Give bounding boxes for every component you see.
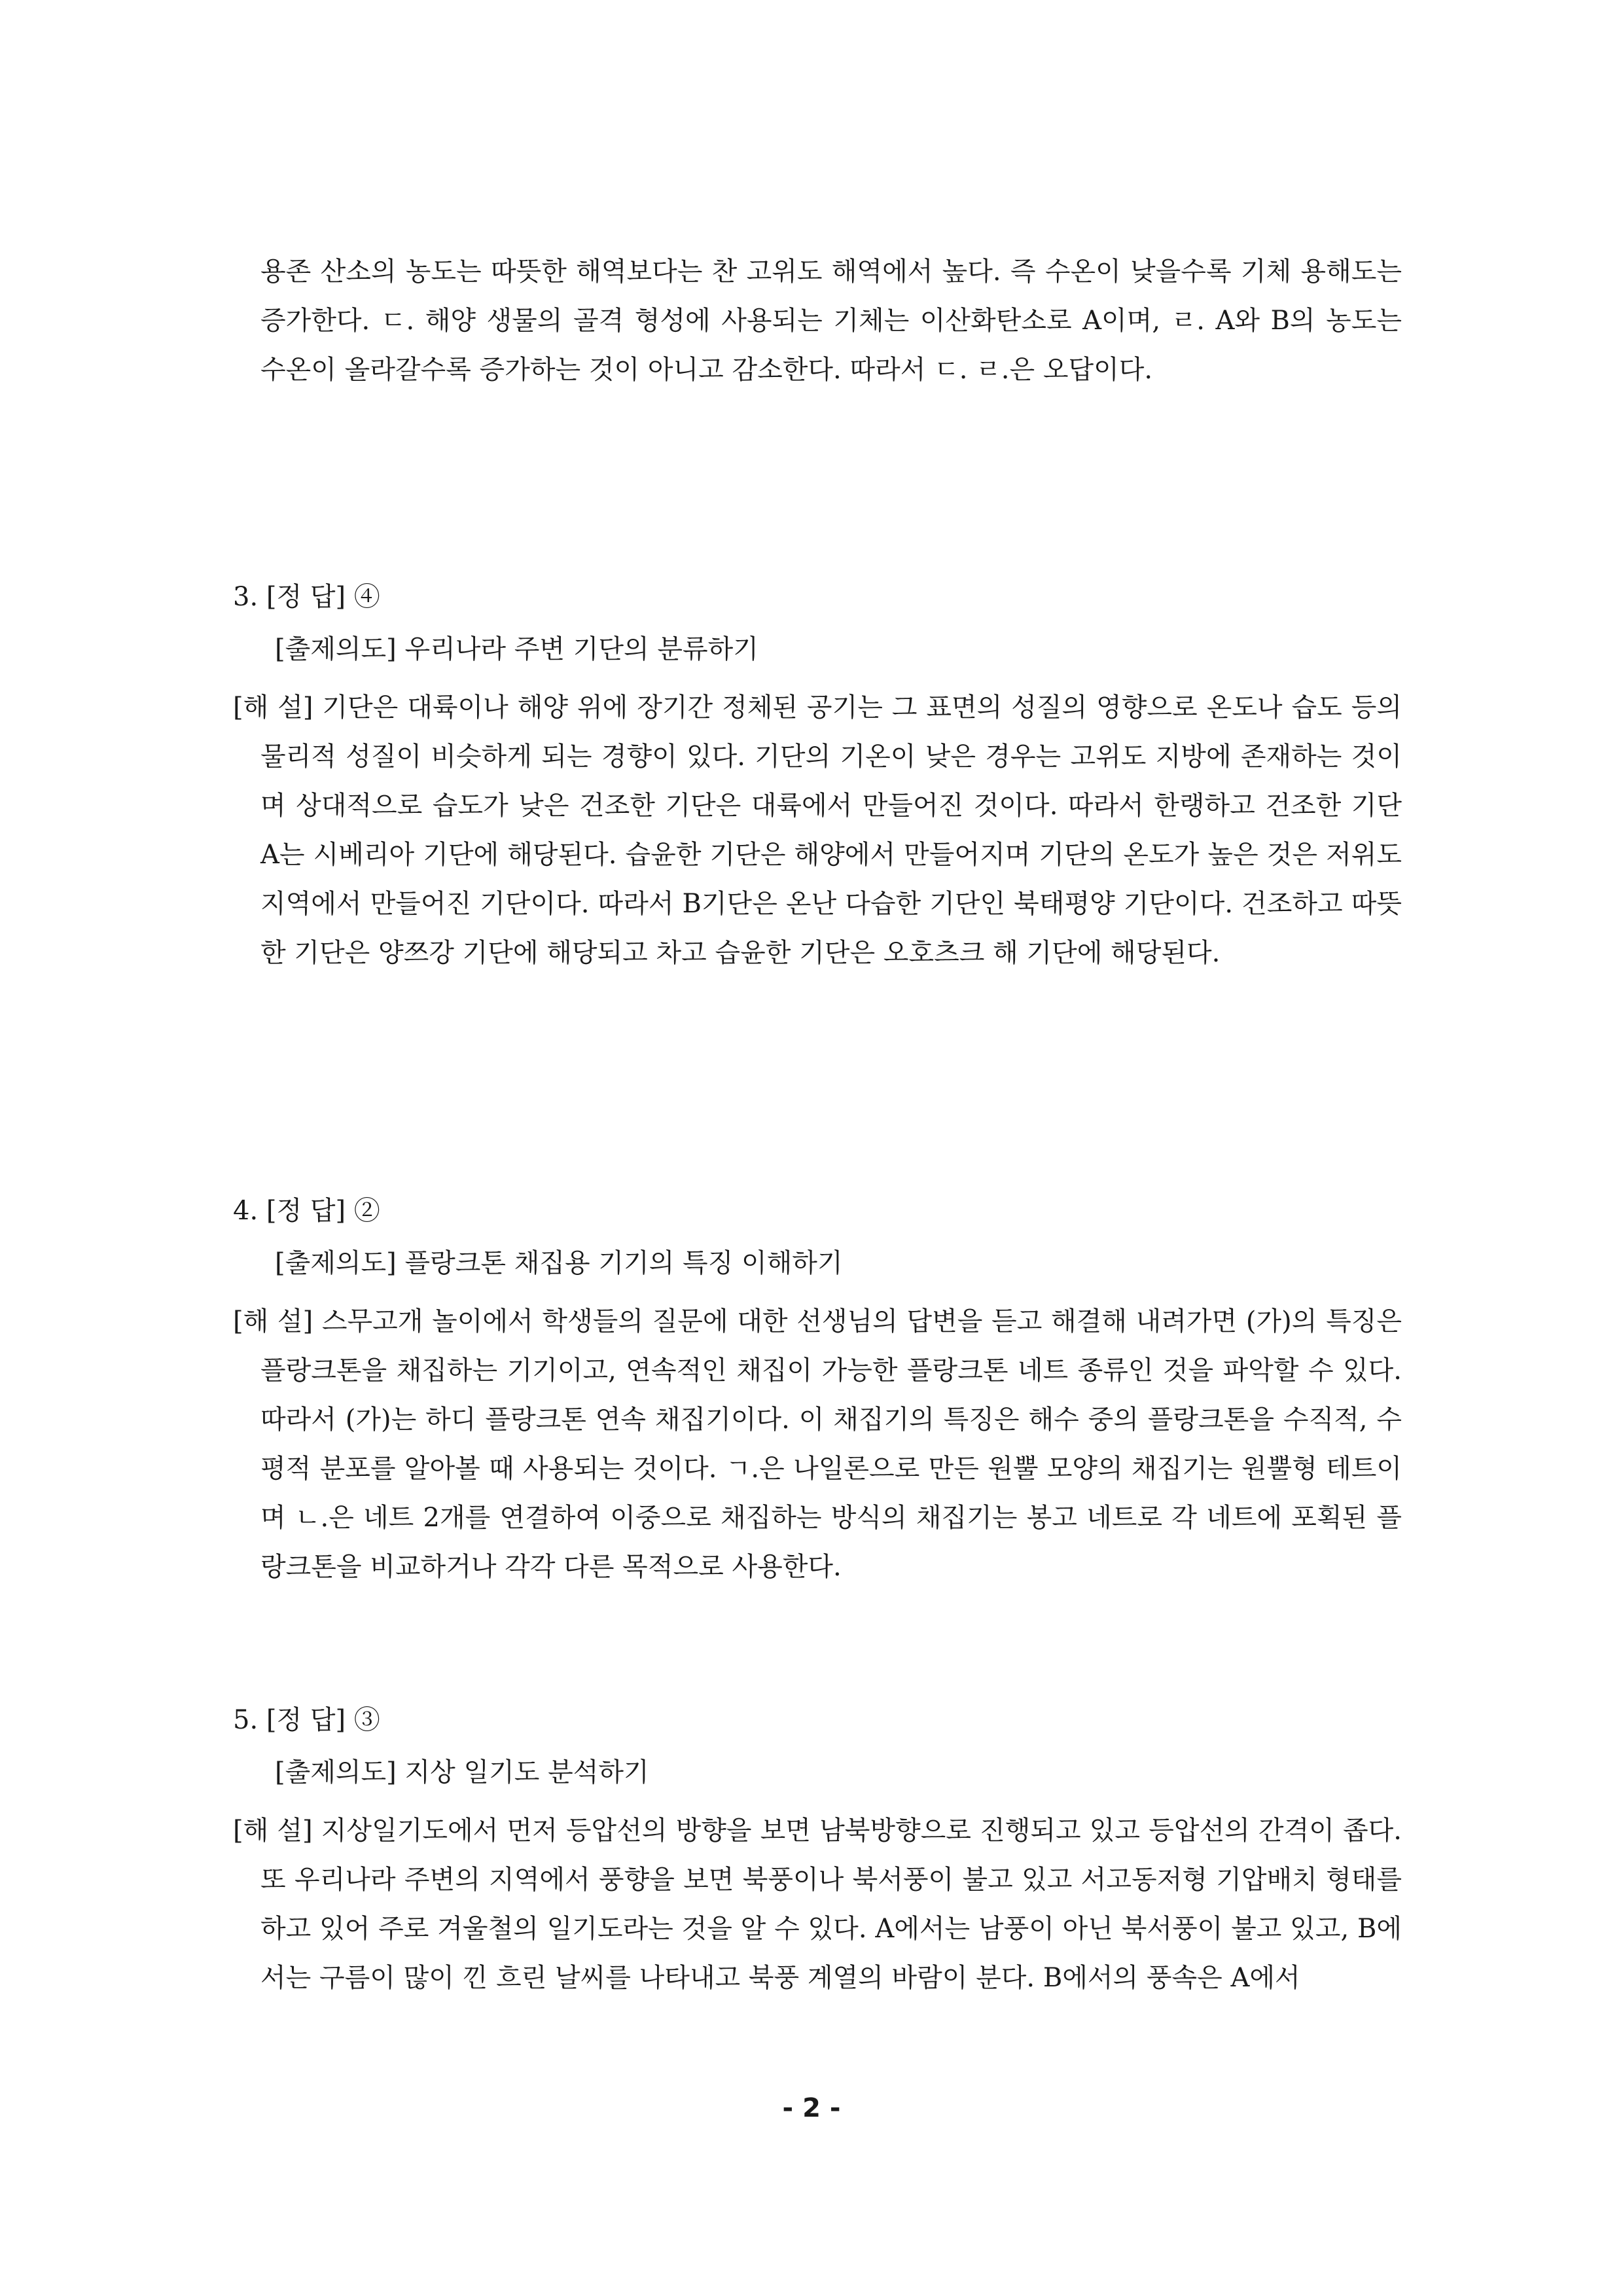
- page-number: - 2 -: [782, 2093, 841, 2123]
- q5-explanation: [해 설] 지상일기도에서 먼저 등압선의 방향을 보면 남북방향으로 진행되고 있고 등압선의 간격이 좁다. 또 우리나라 주변의 지역에서 풍향을 보면 북풍이나 북서풍이 불고 있고 서고동저형 기압배치 형태를 하고 있어 주로 겨울철의 일기도라는 것을 알 수 있다. A에서는 남풍이 아닌 북서풍이 불고 있고, B에서는 구름이 많이 낀 흐린 날씨를 나타내고 북풍 계열의 바람이 분다. B에서의 풍속은 A에서: [233, 1816, 1402, 1993]
- q3-answer-heading: 3. [정 답] ④: [233, 582, 380, 612]
- q4-explanation: [해 설] 스무고개 놀이에서 학생들의 질문에 대한 선생님의 답변을 듣고 해결해 내려가면 (가)의 특징은 플랑크톤을 채집하는 기기이고, 연속적인 채집이 가능한 플랑크톤 네트 종류인 것을 파악할 수 있다. 따라서 (가)는 하디 플랑크톤 연속 채집기이다. 이 채집기의 특징은 해수 중의 플랑크톤을 수직적, 수평적 분포를 알아볼 때 사용되는 것이다. ㄱ.은 나일론으로 만든 원뿔 모양의 채집기는 원뿔형 테트이며 ㄴ.은 네트 2개를 연결하여 이중으로 채집하는 방식의 채집기는 봉고 네트로 각 네트에 포획된 플랑크톤을 비교하거나 각각 다른 목적으로 사용한다.: [233, 1306, 1402, 1582]
- intro-paragraph: 용존 산소의 농도는 따뜻한 해역보다는 찬 고위도 해역에서 높다. 즉 수온이 낮을수록 기체 용해도는 증가한다. ㄷ. 해양 생물의 골격 형성에 사용되는 기체는 이산화탄소로 A이며, ㄹ. A와 B의 농도는 수온이 올라갈수록 증가하는 것이 아니고 감소한다. 따라서 ㄷ. ㄹ.은 오답이다.: [260, 257, 1402, 385]
- q5-answer-heading: 5. [정 답] ③: [233, 1705, 380, 1735]
- q3-explanation: [해 설] 기단은 대륙이나 해양 위에 장기간 정체된 공기는 그 표면의 성질의 영향으로 온도나 습도 등의 물리적 성질이 비슷하게 되는 경향이 있다. 기단의 기온이 낮은 경우는 고위도 지방에 존재하는 것이며 상대적으로 습도가 낮은 건조한 기단은 대륙에서 만들어진 것이다. 따라서 한랭하고 건조한 기단 A는 시베리아 기단에 해당된다. 습윤한 기단은 해양에서 만들어지며 기단의 온도가 높은 것은 저위도 지역에서 만들어진 기단이다. 따라서 B기단은 온난 다습한 기단인 북태평양 기단이다. 건조하고 따뜻한 기단은 양쯔강 기단에 해당되고 차고 습윤한 기단은 오호츠크 해 기단에 해당된다.: [233, 692, 1402, 968]
- q5-intent: [출제의도] 지상 일기도 분석하기: [275, 1757, 649, 1787]
- q4-answer-heading: 4. [정 답] ②: [233, 1196, 380, 1226]
- q4-intent: [출제의도] 플랑크톤 채집용 기기의 특징 이해하기: [275, 1248, 843, 1278]
- q3-intent: [출제의도] 우리나라 주변 기단의 분류하기: [275, 634, 758, 664]
